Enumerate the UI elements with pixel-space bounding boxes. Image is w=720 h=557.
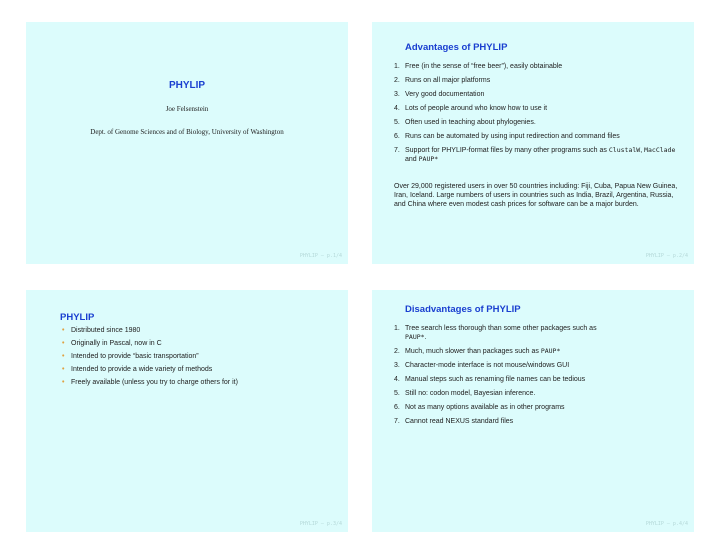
list-item: 3. Very good documentation: [394, 91, 485, 98]
slide-3: [26, 290, 348, 532]
slide-2: [372, 22, 694, 264]
list-item: 4. Lots of people around who know how to use it: [394, 105, 548, 112]
slide-4-footer: PHYLIP – p.4/4: [645, 521, 688, 527]
slide-3-title: PHYLIP: [60, 312, 95, 323]
list-item: 2. Much, much slower than packages such as PAUP*: [394, 347, 561, 355]
features-list: [62, 326, 332, 391]
list-item: 1. Free (in the sense of “free beer”), easily obtainable: [394, 63, 563, 70]
list-item: • Freely available (unless you try to charge others for it): [62, 379, 238, 386]
list-item: 7. Cannot read NEXUS standard files: [394, 418, 514, 425]
list-item: • Intended to provide “basic transportation”: [62, 353, 199, 360]
list-item: 6. Runs can be automated by using input redirection and command files: [394, 133, 620, 140]
list-item: 6. Not as many options available as in other programs: [394, 404, 565, 411]
slide-2-title: Advantages of PHYLIP: [405, 42, 508, 53]
list-item: 5. Often used in teaching about phylogenies.: [394, 119, 536, 126]
disadvantages-list: [394, 324, 684, 431]
list-item: 3. Character-mode interface is not mouse/windows GUI: [394, 362, 570, 369]
list-item: • Distributed since 1980: [62, 327, 141, 334]
users-paragraph: Over 29,000 registered users in over 50 countries including: Fiji, Cuba, Papua New Guinea, Iran, Iceland. Large numbers of users in countries such as India, Brazil, Argentina, Russia, and China where even modest cash prices for software can be a major burden.: [394, 183, 678, 208]
advantages-list: [394, 62, 684, 169]
affiliation: Dept. of Genome Sciences and of Biology, University of Washington: [90, 128, 284, 136]
slide-1-footer: PHYLIP – p.1/4: [299, 253, 342, 259]
slide-2-footer: PHYLIP – p.2/4: [645, 253, 688, 259]
list-item: • Intended to provide a wide variety of methods: [62, 366, 213, 373]
list-item: 2. Runs on all major platforms: [394, 77, 491, 84]
slide-1: [26, 22, 348, 264]
list-item: 7. Support for PHYLIP-format files by many other programs such as ClustalW, MacClade and PAUP*: [394, 146, 676, 163]
slide-1-title: PHYLIP: [168, 80, 206, 91]
list-item: 4. Manual steps such as renaming file names can be tedious: [394, 376, 586, 383]
slide-3-footer: PHYLIP – p.3/4: [299, 521, 342, 527]
list-item: 5. Still no: codon model, Bayesian inference.: [394, 390, 536, 397]
slide-4: [372, 290, 694, 532]
slide-4-title: Disadvantages of PHYLIP: [405, 304, 521, 315]
list-item: 1. Tree search less thorough than some other packages such as PAUP*.: [394, 325, 597, 341]
list-item: • Originally in Pascal, now in C: [62, 340, 162, 347]
author: Joe Felsenstein: [165, 105, 209, 113]
